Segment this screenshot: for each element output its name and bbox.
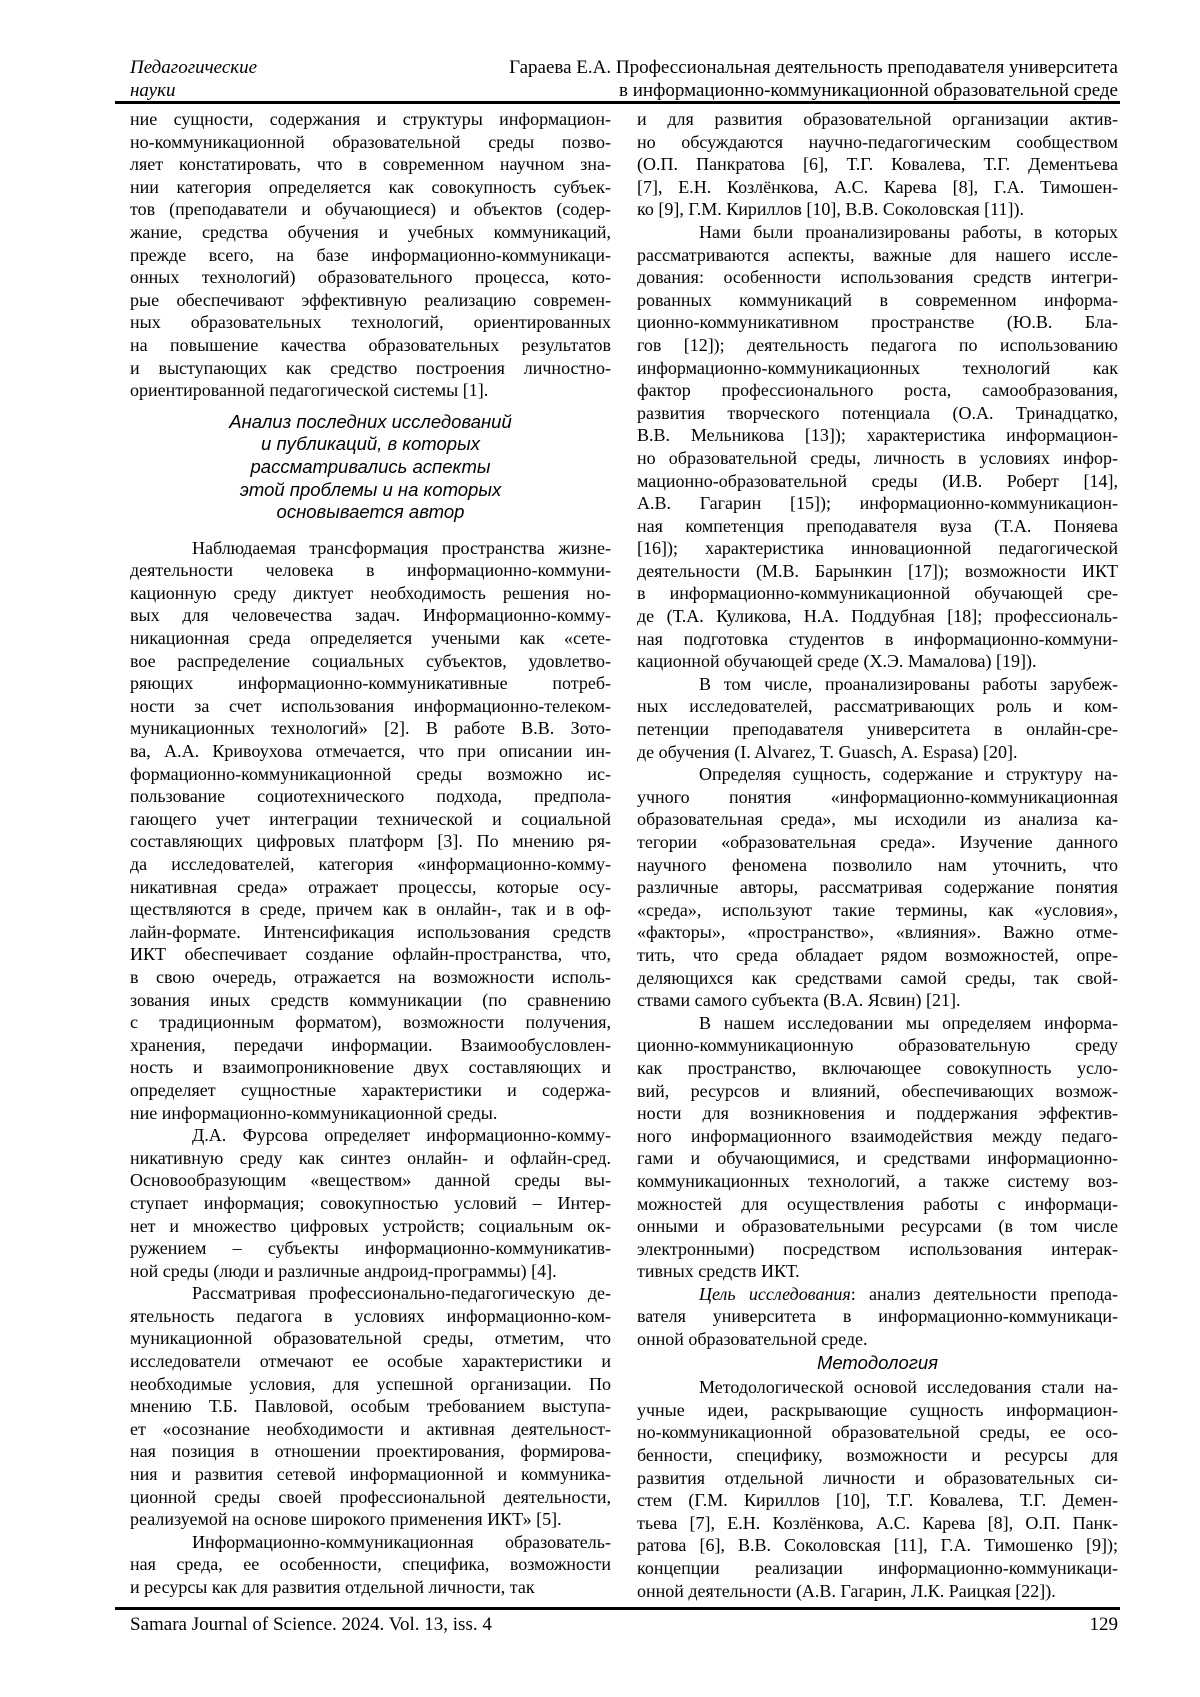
text-line: развития отдельной личности и образовательных си- — [637, 1467, 1118, 1488]
text-line: в информационно-коммуникационной обучающей сре- — [637, 583, 1118, 604]
page-footer — [130, 1613, 1118, 1637]
text-line: тов (преподаватели и обучающиеся) и объектов (содер- — [130, 199, 611, 220]
text-line: можностей для осуществления работы с информаци- — [637, 1193, 1118, 1214]
text-line: деляющихся как средствами самой среды, так свой- — [637, 967, 1118, 988]
section-heading — [637, 1352, 1118, 1375]
text-line: кационную среду диктует необходимость решения но- — [130, 582, 611, 603]
text-line: Методологической основой исследования стали на- — [699, 1377, 1118, 1398]
text-line: ступает информация; совокупностью условий – Интер- — [130, 1192, 611, 1213]
text-line: вий, ресурсов и влияний, обеспечивающих возмож- — [637, 1080, 1118, 1101]
text-line: ная среда, ее особенности, специфика, возможности — [130, 1554, 611, 1575]
paragraph — [637, 221, 1118, 673]
page-number: 129 — [1089, 1614, 1118, 1635]
text-line: научного феномена позволило нам уточнить, что — [637, 854, 1118, 875]
text-line: Цель исследования: анализ деятельности препода- — [699, 1283, 1118, 1304]
text-line: деятельности (М.В. Барынкин [17]); возможности ИКТ — [637, 560, 1118, 581]
text-line: гов [12]); деятельность педагога по использованию — [637, 334, 1118, 355]
text-line: тить, что среда обладает рядом возможностей, опре- — [637, 944, 1118, 965]
text-line: вателя университета в информационно-коммуникаци- — [637, 1306, 1118, 1327]
text-line: вых для человечества задач. Информационно-комму- — [130, 605, 611, 626]
text-line: «среда», используют такие термины, как «условия», — [637, 899, 1118, 920]
text-line: необходимые условия, для успешной организации. По — [130, 1373, 611, 1394]
text-line: онными и образовательными ресурсами (в том числе — [637, 1216, 1118, 1237]
text-line: онной образовательной среде. — [637, 1329, 868, 1350]
text-line: ционной среды своей профессиональной деятельности, — [130, 1486, 611, 1507]
text-line: различные авторы, рассматривая содержание понятия — [637, 877, 1118, 898]
paragraph — [637, 1283, 1118, 1351]
heading-line: основывается автор — [276, 501, 465, 523]
heading-line: Анализ последних исследований — [229, 410, 512, 432]
heading-line: Методология — [816, 1351, 939, 1373]
text-line: но обсуждаются научно-педагогическим сообществом — [637, 131, 1118, 152]
paragraph — [130, 1124, 611, 1282]
text-line: бенности, специфику, возможности и ресурсы для — [637, 1445, 1118, 1466]
text-line: [7], Е.Н. Козлёнкова, А.С. Карева [8], Г.А. Тимошен- — [637, 176, 1118, 197]
text-line: ности для возникновения и поддержания эффектив- — [637, 1103, 1118, 1124]
paragraph — [637, 1012, 1118, 1283]
text-line: ционно-коммуникативном пространстве (Ю.В. Бла- — [637, 312, 1118, 333]
running-head-section — [130, 56, 257, 102]
text-line: нии категория определяется как совокупность субъек- — [130, 176, 611, 197]
text-line: Нами были проанализированы работы, в которых — [699, 221, 1118, 242]
right-column — [637, 108, 1118, 1602]
text-line: и для развития образовательной организации актив- — [637, 109, 1118, 129]
text-line: ная компетенция преподавателя вуза (Т.А. Поняева — [637, 515, 1118, 536]
text-line: А.В. Гагарин [15]); информационно-коммуникацион- — [637, 493, 1118, 514]
text-line: лайн-формате. Интенсификация использования средств — [130, 921, 611, 942]
paragraph — [637, 1376, 1118, 1602]
text-line: Основообразующим «веществом» данной среды вы- — [130, 1170, 611, 1191]
text-line: гами и обучающимися, и средствами информационно- — [637, 1148, 1118, 1169]
text-line: кационной обучающей среде (Х.Э. Мамалова) [19]). — [637, 651, 1037, 672]
paragraph — [130, 1282, 611, 1531]
text-line: мнению Т.Б. Павловой, особым требованием выступа- — [130, 1396, 611, 1417]
text-line: хранения, передачи информации. Взаимообусловлен- — [130, 1034, 611, 1055]
text-line: тивных средств ИКТ. — [637, 1261, 800, 1282]
text-line: тегории «образовательная среда». Изучение данного — [637, 832, 1118, 852]
text-line: дования: особенности использования средств интегри- — [637, 267, 1118, 288]
text-line: ружением – субъекты информационно-коммуникатив- — [130, 1238, 611, 1259]
text-line: учные идеи, раскрывающие сущность информацион- — [637, 1399, 1118, 1420]
text-line: петенции преподавателя университета в онлайн-сре- — [637, 719, 1118, 740]
heading-line: этой проблемы и на которых — [239, 478, 502, 500]
text-line: ет «осознание необходимости и активная деятельност- — [130, 1418, 611, 1439]
text-line: никационная среда определяется учеными как «сете- — [130, 628, 611, 649]
text-line: ная позиция в отношении проектирования, формирова- — [130, 1441, 611, 1462]
text-line: ности за счет использования информационно-телеком- — [130, 695, 611, 716]
text-line: де обучения (I. Alvarez, T. Guasch, A. Espasa) [20]. — [637, 741, 1018, 762]
text-line: онной деятельности (А.В. Гагарин, Л.К. Раицкая [22]). — [637, 1580, 1056, 1601]
text-line: информационно-коммуникационных технологий как — [637, 357, 1118, 378]
heading-line: и публикаций, в которых — [261, 433, 480, 455]
text-line: ная подготовка студентов в информационно-коммуни- — [637, 628, 1118, 649]
running-head-article-line1: Гараева Е.А. Профессиональная деятельность преподавателя университета — [509, 57, 1118, 78]
text-line: ратова [6], В.В. Соколовская [11], Г.А. Тимошенко [9]); — [637, 1535, 1118, 1556]
text-line: Рассматривая профессионально-педагогическую де- — [192, 1283, 611, 1304]
text-line: составляющих цифровых платформ [3]. По мнению ря- — [130, 831, 611, 852]
text-line: ных исследователей, рассматривающих роль и ком- — [637, 696, 1118, 717]
text-line: но-коммуникационной образовательной среды позво- — [130, 131, 611, 152]
text-line: нет и множество цифровых устройств; социальным ок- — [130, 1215, 611, 1236]
text-line: ного информационного взаимодействия между педаго- — [637, 1125, 1118, 1146]
text-line: реализуемой на основе широкого применения ИКТ» [5]. — [130, 1509, 562, 1530]
text-line: ние сущности, содержания и структуры информацион- — [130, 109, 611, 129]
text-line: рассматриваются аспекты, важные для нашего иссле- — [637, 244, 1118, 265]
paragraph — [637, 673, 1118, 763]
article-body — [130, 108, 1118, 1602]
text-line: ИКТ обеспечивает создание офлайн-пространства, что, — [130, 944, 611, 965]
text-line: но-коммуникационной образовательной среды, ее осо- — [637, 1422, 1118, 1443]
text-line: ятельность педагога в условиях информационно-ком- — [130, 1305, 611, 1326]
header-rule — [115, 101, 1120, 104]
text-line: муникационной образовательной среды, отметим, что — [130, 1328, 611, 1349]
text-line: никативная среда» отражает процессы, которые осу- — [130, 876, 611, 897]
text-line: определяет сущностные характеристики и содержа- — [130, 1079, 611, 1100]
text-line: и выступающих как средство построения личностно- — [130, 357, 611, 378]
text-line: в свою очередь, отражается на возможности исполь- — [130, 966, 611, 987]
text-line: «факторы», «пространство», «влияния». Важно отме- — [637, 922, 1118, 943]
text-line: ние информационно-коммуникационной среды. — [130, 1102, 498, 1123]
text-line: ных образовательных технологий, ориентированных — [130, 312, 611, 333]
section-heading — [130, 411, 611, 524]
text-line: никативную среду как синтез онлайн- и офлайн-сред. — [130, 1147, 611, 1168]
text-line: ционно-коммуникационную образовательную среду — [637, 1035, 1118, 1056]
left-column — [130, 108, 611, 1602]
text-line: ствами самого субъекта (В.А. Ясвин) [21]. — [637, 990, 961, 1011]
text-line: но образовательной среды, личность в условиях инфор- — [637, 447, 1118, 468]
text-line: рованных коммуникаций в современном информа- — [637, 289, 1118, 310]
text-line: Информационно-коммуникационная образователь- — [192, 1531, 611, 1552]
running-head-article-line2: в информационно-коммуникационной образовательной среде — [618, 80, 1118, 101]
text-line: В.В. Мельникова [13]); характеристика информацион- — [637, 425, 1118, 446]
text-line: с традиционным форматом), возможности получения, — [130, 1012, 611, 1033]
text-line: мационно-образовательной среды (И.В. Роберт [14], — [637, 470, 1118, 491]
text-line: прежде всего, на базе информационно-коммуникаци- — [130, 244, 611, 265]
text-line: В том числе, проанализированы работы зарубеж- — [699, 673, 1118, 694]
text-line: ния и развития сетевой информационной и коммуника- — [130, 1464, 611, 1485]
text-line: рые обеспечивают эффективную реализацию современ- — [130, 289, 611, 310]
text-line: стем (Г.М. Кириллов [10], Т.Г. Ковалева, Т.Г. Демен- — [637, 1490, 1118, 1511]
text-line: [16]); характеристика инновационной педагогической — [637, 538, 1118, 559]
text-line: и ресурсы как для развития отдельной личности, так — [130, 1577, 535, 1597]
text-line: концепции реализации информационно-коммуникаци- — [637, 1558, 1118, 1578]
running-head-article — [509, 56, 1118, 102]
text-line: формационно-коммуникационной среды возможно ис- — [130, 763, 611, 784]
text-line: Определяя сущность, содержание и структуру на- — [699, 764, 1118, 785]
text-line: тьева [7], Е.Н. Козлёнкова, А.С. Карева [8], О.П. Панк- — [637, 1512, 1118, 1533]
text-line: ность и взаимопроникновение двух составляющих и — [130, 1057, 611, 1078]
text-line: деятельности человека в информационно-коммуни- — [130, 560, 611, 581]
text-line: онных технологий) образовательного процесса, кото- — [130, 267, 611, 288]
text-line: де (Т.А. Куликова, Н.А. Поддубная [18]; профессиональ- — [637, 606, 1118, 627]
text-line: на повышение качества образовательных результатов — [130, 334, 611, 355]
text-line: коммуникационных технологий, а также систему воз- — [637, 1170, 1118, 1191]
text-line: вое распределение социальных субъектов, удовлетво- — [130, 650, 611, 671]
paragraph — [637, 108, 1118, 221]
text-line: ществляются в среде, причем как в онлайн-, так и в оф- — [130, 899, 611, 920]
journal-footer-title: Samara Journal of Science. 2024. Vol. 13, iss. 4 — [130, 1614, 492, 1635]
text-line: ляет констатировать, что в современном научном зна- — [130, 154, 611, 175]
text-line: (О.П. Панкратова [6], Т.Г. Ковалева, Т.Г. Дементьева — [637, 154, 1118, 175]
running-head-section-line2: науки — [130, 80, 176, 101]
text-line: ной среды (люди и различные андроид-программы) [4]. — [130, 1260, 557, 1281]
text-line: образовательная среда», мы исходили из анализа ка- — [637, 809, 1118, 830]
text-line: учного понятия «информационно-коммуникационная — [637, 786, 1118, 807]
paragraph — [130, 108, 611, 402]
text-line: ко [9], Г.М. Кириллов [10], В.В. Соколовская [11]). — [637, 199, 1024, 220]
text-line: развития творческого потенциала (О.А. Тринадцатко, — [637, 402, 1118, 423]
heading-line: рассматривались аспекты — [250, 455, 491, 477]
text-line: как пространство, включающее совокупность усло- — [637, 1057, 1118, 1078]
running-head — [130, 56, 1118, 102]
footer-rule — [115, 1607, 1120, 1610]
text-line: исследователи отмечают ее особые характеристики и — [130, 1351, 611, 1372]
text-line: ва, А.А. Кривоухова отмечается, что при описании ин- — [130, 741, 611, 762]
text-line: муникационных технологий» [2]. В работе В.В. Зото- — [130, 718, 611, 739]
text-line: гающего учет интеграции технической и социальной — [130, 808, 611, 829]
text-line: электронными) посредством использования интерак- — [637, 1238, 1118, 1259]
paragraph — [130, 537, 611, 1124]
text-line: фактор профессионального роста, самообразования, — [637, 380, 1118, 401]
text-line: Д.А. Фурсова определяет информационно-комму- — [192, 1125, 611, 1146]
text-line: зования иных средств коммуникации (по сравнению — [130, 989, 611, 1010]
paragraph — [637, 763, 1118, 1012]
paragraph — [130, 1531, 611, 1599]
text-line: ориентированной педагогической системы [1]. — [130, 380, 489, 401]
text-line: Наблюдаемая трансформация пространства жизне- — [192, 537, 611, 558]
text-line: пользование социотехнического подхода, предпола- — [130, 786, 611, 807]
text-line: В нашем исследовании мы определяем информа- — [699, 1012, 1118, 1033]
text-line: ряющих информационно-коммуникативные потреб- — [130, 673, 611, 694]
text-line: жание, средства обучения и учебных коммуникаций, — [130, 221, 611, 242]
text-line: да исследователей, категория «информационно-комму- — [130, 854, 611, 874]
running-head-section-line1: Педагогические — [130, 57, 258, 78]
